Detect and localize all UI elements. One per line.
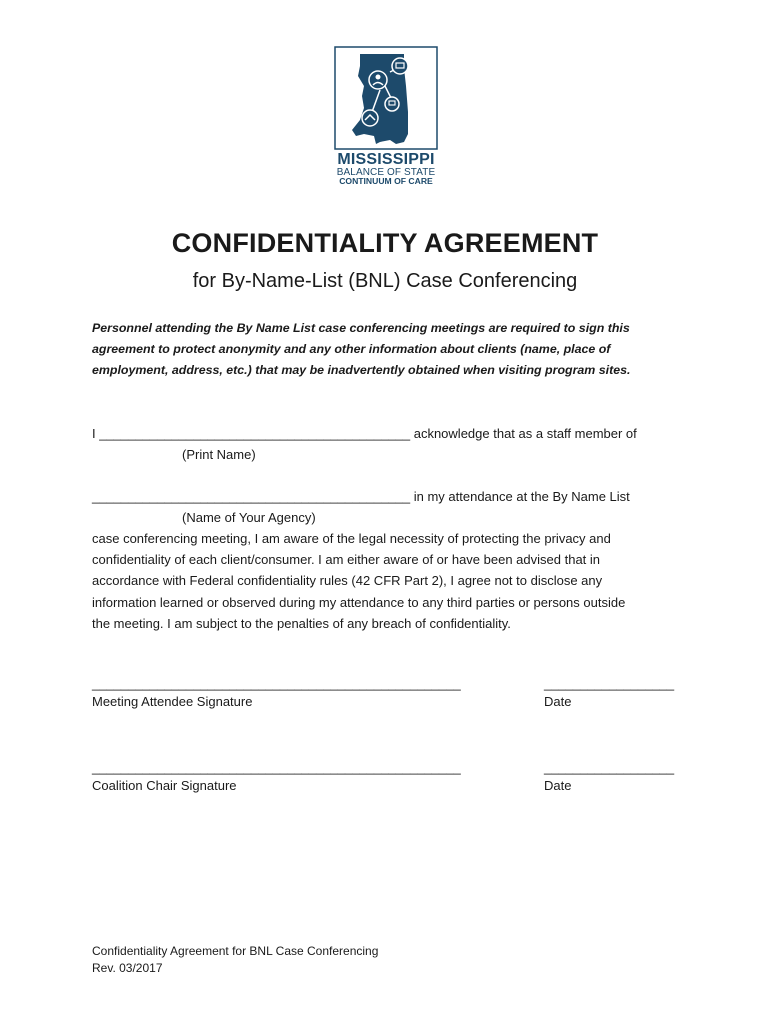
logo-emblem	[334, 46, 438, 150]
chair-date-line[interactable]: __________________	[544, 760, 675, 775]
agency-name-caption: (Name of Your Agency)	[182, 510, 316, 525]
body-line: case conferencing meeting, I am aware of the legal necessity of protecting the privacy and	[92, 531, 611, 546]
print-name-field[interactable]: I ___________________________________________ acknowledge that as a staff member of	[92, 426, 637, 441]
chat-icon	[392, 58, 408, 74]
chair-signature-line[interactable]: ___________________________________________________	[92, 760, 461, 775]
attendee-date-label: Date	[544, 694, 572, 709]
chair-signature-label: Coalition Chair Signature	[92, 778, 237, 793]
print-name-caption: (Print Name)	[182, 447, 256, 462]
footer-title: Confidentiality Agreement for BNL Case Conferencing	[92, 944, 379, 958]
person-icon	[369, 71, 387, 89]
body-line: accordance with Federal confidentiality rules (42 CFR Part 2), I agree not to disclose any	[92, 573, 603, 588]
attendee-signature-line[interactable]: ___________________________________________________	[92, 676, 461, 691]
attendee-signature-label: Meeting Attendee Signature	[92, 694, 253, 709]
intro-line: employment, address, etc.) that may be inadvertently obtained when visiting program sites.	[92, 363, 631, 377]
computer-icon	[385, 97, 399, 111]
footer-revision: Rev. 03/2017	[92, 961, 163, 975]
intro-line: Personnel attending the By Name List case conferencing meetings are required to sign this	[92, 321, 630, 335]
attendee-date-line[interactable]: __________________	[544, 676, 675, 691]
document-title: CONFIDENTIALITY AGREEMENT	[171, 228, 599, 258]
body-line: the meeting. I am subject to the penalties of any breach of confidentiality.	[92, 616, 511, 631]
agency-name-field[interactable]: ____________________________________________ in my attendance at the By Name List	[92, 489, 630, 504]
logo-title: MISSISSIPPI	[337, 151, 435, 168]
home-icon	[362, 110, 378, 126]
document-subtitle: for By-Name-List (BNL) Case Conferencing	[192, 270, 578, 292]
logo-subtitle: BALANCE OF STATE	[336, 167, 436, 178]
logo-tagline: CONTINUUM OF CARE	[339, 176, 433, 186]
body-line: confidentiality of each client/consumer. I am either aware of or have been advised that in	[92, 552, 601, 567]
intro-line: agreement to protect anonymity and any other information about clients (name, place of	[92, 342, 611, 356]
body-line: information learned or observed during my attendance to any third parties or persons outside	[92, 595, 626, 610]
chair-date-label: Date	[544, 778, 572, 793]
